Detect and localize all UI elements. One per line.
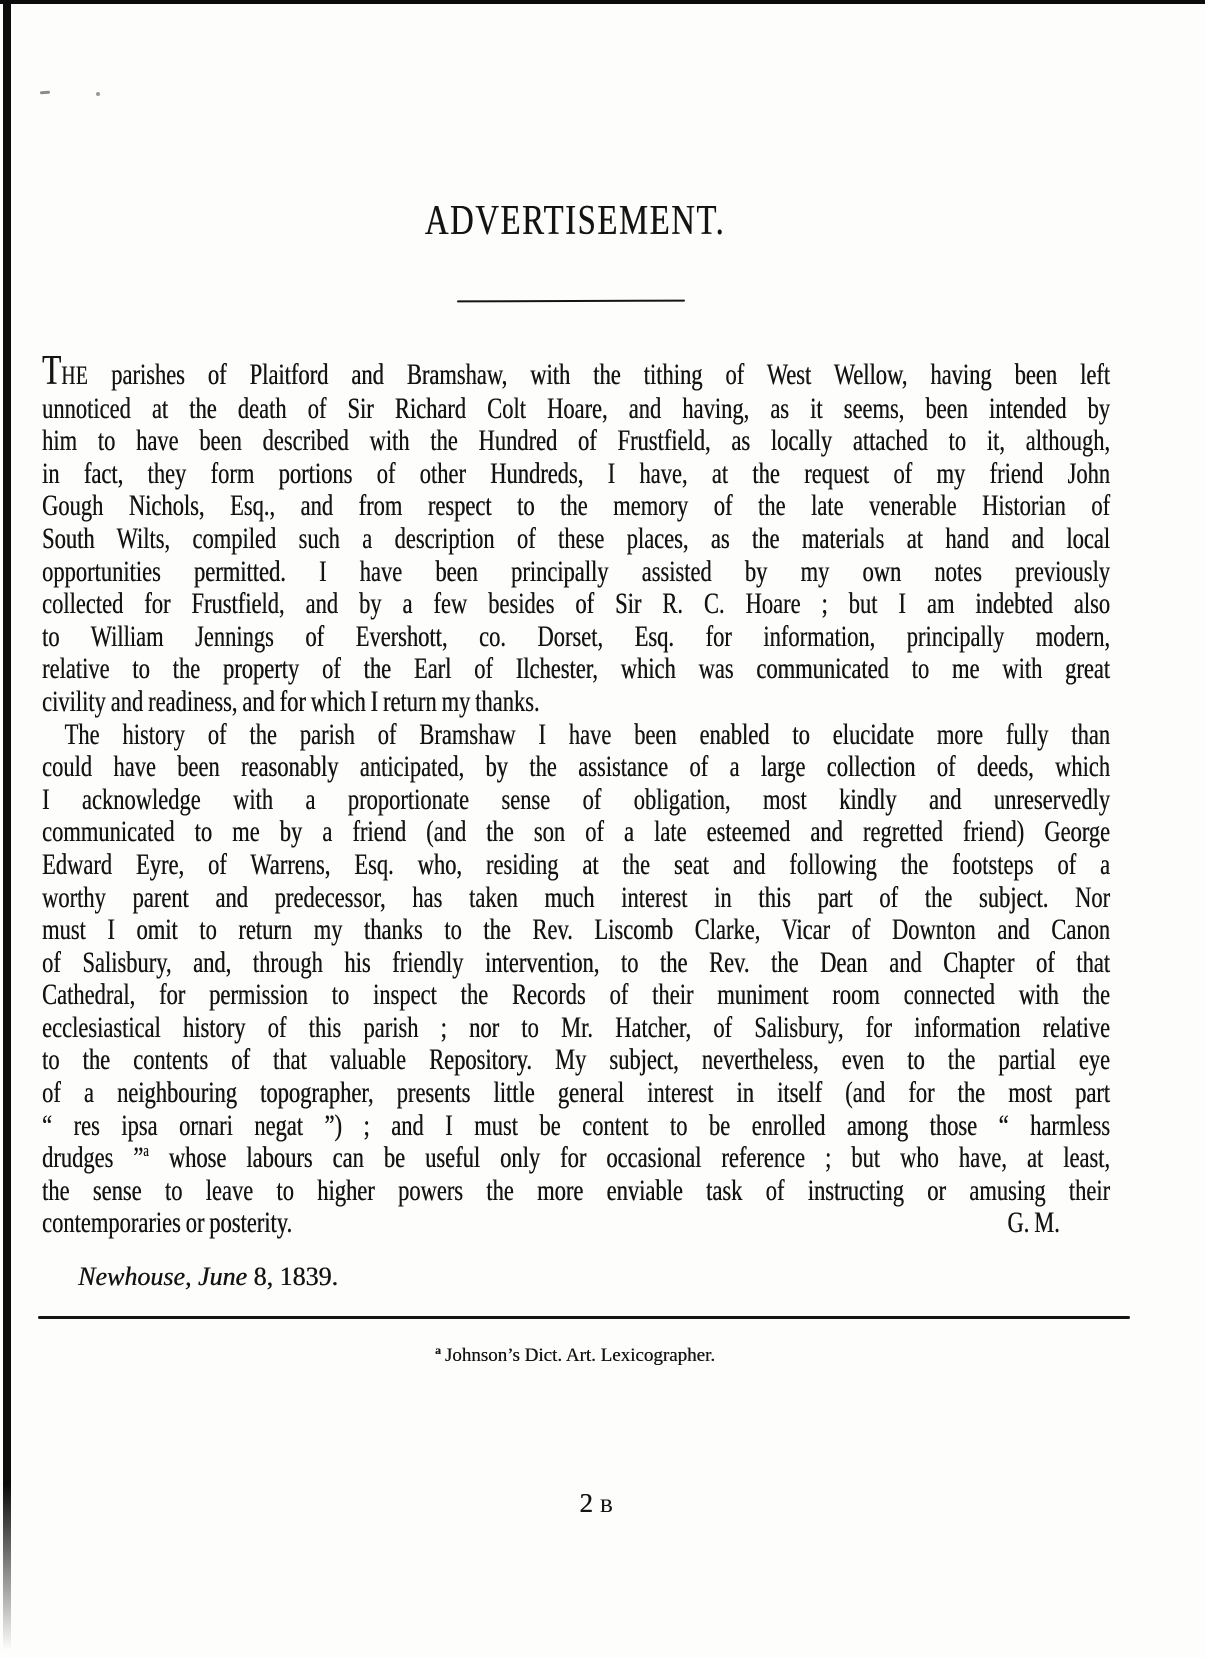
text-line-closing <box>42 1207 1110 1240</box>
scan-speck <box>96 92 100 96</box>
scan-edge-top <box>0 0 1205 4</box>
paragraph-1 <box>42 348 1110 719</box>
paragraph-2-lines <box>42 719 1110 1208</box>
text-line: of Salisbury, and, through his friendly intervention, to the Rev. the Dean and Chapter of that <box>42 945 1110 979</box>
text-line: I acknowledge with a proportionate sense of obligation, most kindly and unreservedly <box>42 782 1110 816</box>
text-line: South Wilts, compiled such a description of these places, as the materials at hand and local <box>42 521 1110 555</box>
text-line: in fact, they form portions of other Hundreds, I have, at the request of my friend John <box>42 456 1110 490</box>
footnote-separator-rule <box>38 1316 1130 1319</box>
dateline-place: Newhouse, June <box>78 1262 247 1291</box>
text-line: Cathedral, for permission to inspect the Records of their muniment room connected with the <box>42 978 1110 1012</box>
text-line-lead <box>42 348 1110 394</box>
text-line: drudges ”$^a$ whose labours can be useful only for occasional reference ; but who have, at least, <box>42 1141 1111 1175</box>
paragraph-2 <box>42 719 1110 1241</box>
text-line: civility and readiness, and for which I return my thanks. <box>42 684 540 718</box>
text-line: to William Jennings of Evershott, co. Dorset, Esq. for information, principally modern, <box>42 619 1110 653</box>
text-line: The history of the parish of Bramshaw I have been enabled to elucidate more fully than <box>64 717 1110 751</box>
text-line: relative to the property of the Earl of Ilchester, which was communicated to me with great <box>42 652 1110 686</box>
text-line: worthy parent and predecessor, has taken much interest in this part of the subject. Nor <box>42 880 1110 914</box>
heading-divider-rule <box>457 300 685 303</box>
text-line: opportunities permitted. I have been principally assisted by my own notes previously <box>42 554 1110 588</box>
text-line: the sense to leave to higher powers the more enviable task of instructing or amusing their <box>42 1173 1110 1207</box>
text-line: “ res ipsa ornari negat ”) ; and I must be content to be enrolled among those “ harmless <box>42 1108 1110 1142</box>
text-line: unnoticed at the death of Sir Richard Colt Hoare, and having, as it seems, been intended by <box>42 391 1110 425</box>
text-line: to the contents of that valuable Repository. My subject, nevertheless, even to the partial eye <box>42 1043 1110 1077</box>
text-line: collected for Frustfield, and by a few besides of Sir R. C. Hoare ; but I am indebted also <box>42 587 1110 621</box>
signature-letter: B <box>599 1496 613 1517</box>
drop-cap-initial: T <box>42 348 62 394</box>
footnote-marker: a <box>434 1343 441 1357</box>
text-line: must I omit to return my thanks to the Rev. Liscomb Clarke, Vicar of Downton and Canon <box>42 913 1110 947</box>
page-heading: ADVERTISEMENT. <box>424 198 726 244</box>
scan-edge-left <box>3 0 11 1650</box>
footnote-text: Johnson’s Dict. Art. Lexicographer. <box>444 1345 716 1366</box>
text-line: of a neighbouring topographer, presents little general interest in itself (and for the most part <box>42 1076 1110 1110</box>
footnote <box>42 1345 1108 1368</box>
text-line: could have been reasonably anticipated, by the assistance of a large collection of deeds, which <box>42 750 1110 784</box>
text-line: ecclesiastical history of this parish ; nor to Mr. Hatcher, of Salisbury, for information relative <box>42 1010 1110 1044</box>
closing-text: contemporaries or posterity. <box>42 1206 293 1240</box>
lead-rest-text: parishes of Plaitford and Bramshaw, with the tithing of West Wellow, having been left <box>88 358 1110 391</box>
dateline <box>78 1261 338 1292</box>
signature-number: 2 <box>579 1488 593 1518</box>
text-line: him to have been described with the Hundred of Frustfield, as locally attached to it, although, <box>42 424 1110 458</box>
lead-small-caps: HE <box>61 361 89 390</box>
body-text <box>42 348 1111 1240</box>
text-line: Gough Nichols, Esq., and from respect to the memory of the late venerable Historian of <box>42 489 1110 523</box>
author-initials: G. M. <box>1007 1206 1060 1240</box>
paragraph-1-lines <box>42 393 1110 686</box>
text-line: Edward Eyre, of Warrens, Esq. who, residing at the seat and following the footsteps of a <box>42 847 1110 881</box>
printers-signature <box>0 1488 1192 1519</box>
text-line: communicated to me by a friend (and the son of a late esteemed and regretted friend) George <box>42 815 1110 849</box>
dateline-date: 8, 1839. <box>246 1262 338 1291</box>
scan-speck <box>40 91 50 95</box>
